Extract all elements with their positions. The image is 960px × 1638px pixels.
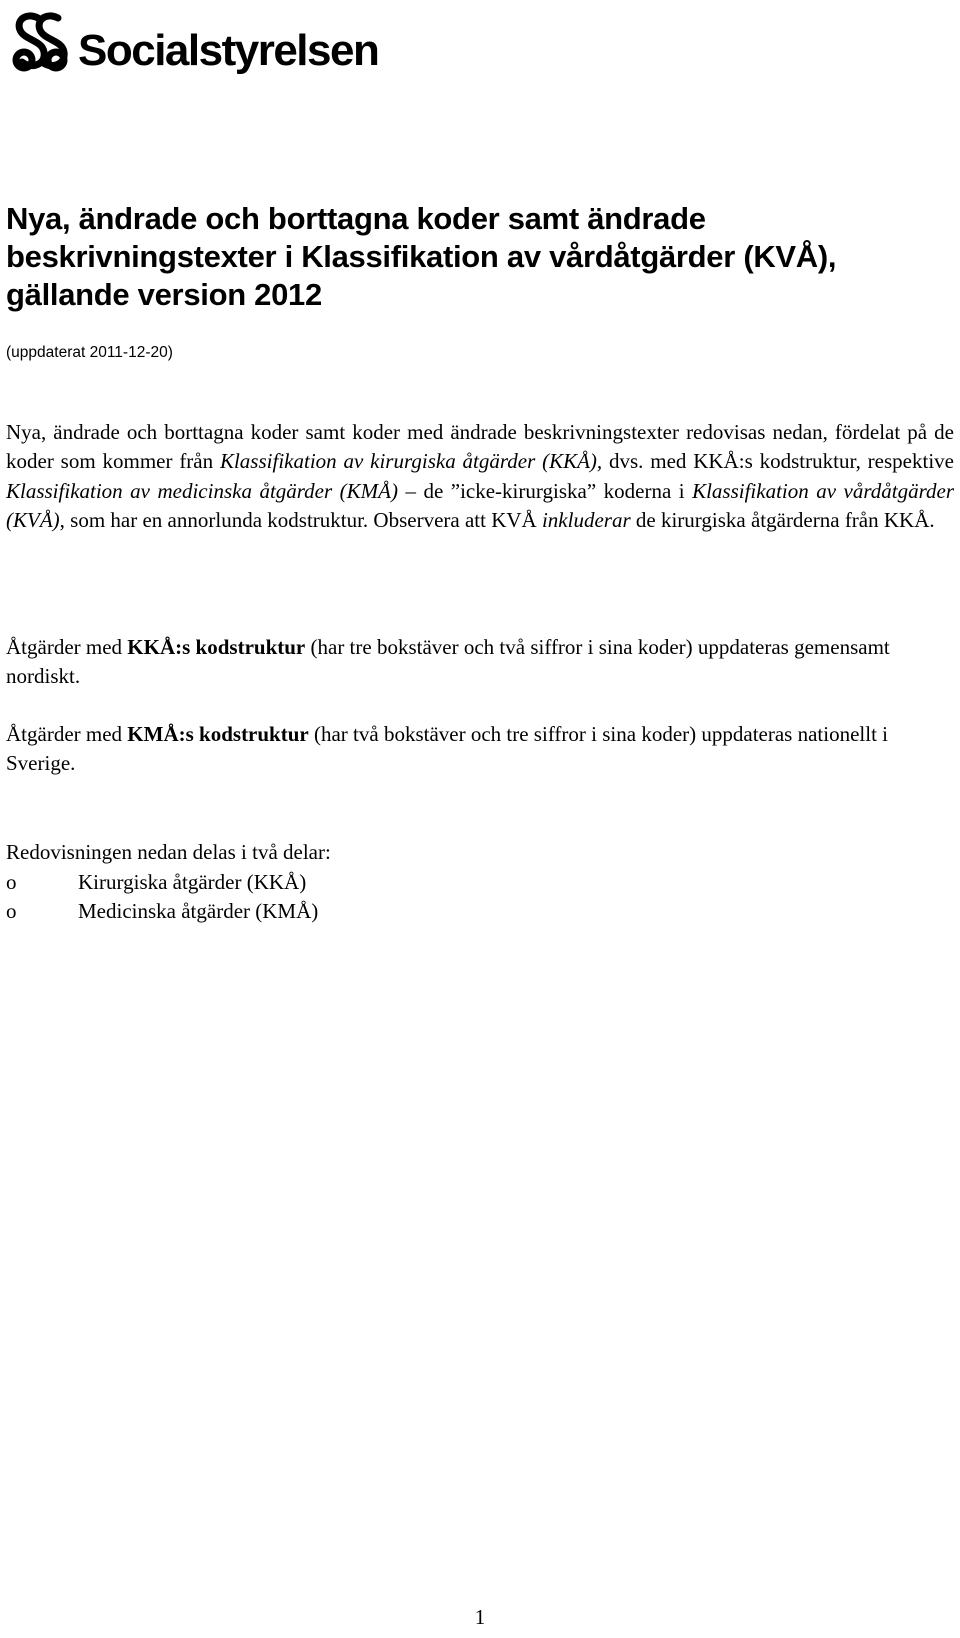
intro-paragraph: Nya, ändrade och borttagna koder samt koder med ändrade beskrivningstexter redovisas nedan, fördelat på de koder som kommer från Klassifikation av kirurgiska åtgärder (KKÅ), dvs. med KKÅ:s kodstruktur, respektive Klassifikation av medicinska åtgärder (KMÅ) – de ”icke-kirurgiska” koderna i Klassifikation av vårdåtgärder (KVÅ), som har en annorlunda kodstruktur. Observera att KVÅ inkluderar de kirurgiska åtgärderna från KKÅ. [6,420,954,533]
list-item [6,868,318,897]
logo [8,4,378,84]
kma-paragraph: Åtgärder med KMÅ:s kodstruktur (har två bokstäver och tre siffror i sina koder) uppdateras nationellt i Sverige. [6,722,888,776]
parts-list [6,868,318,927]
list-intro: Redovisningen nedan delas i två delar: [6,840,331,864]
kka-paragraph: Åtgärder med KKÅ:s kodstruktur (har tre bokstäver och två siffror i sina koder) uppdateras gemensamt nordiskt. [6,635,890,689]
document-title: Nya, ändrade och borttagna koder samt ändrade beskrivningstexter i Klassifikation av vårdåtgärder (KVÅ), gällande version 2012 [6,201,837,312]
list-bullet: o [6,899,17,924]
page-number: 1 [474,1605,486,1629]
socialstyrelsen-emblem-icon [8,8,74,80]
list-item-label: Medicinska åtgärder (KMÅ) [78,899,319,924]
list-item [6,897,318,926]
list-bullet: o [6,870,17,894]
logo-text: Socialstyrelsen [78,26,379,75]
updated-date: (uppdaterat 2011-12-20) [6,344,173,361]
list-item-label: Kirurgiska åtgärder (KKÅ) [78,870,307,894]
